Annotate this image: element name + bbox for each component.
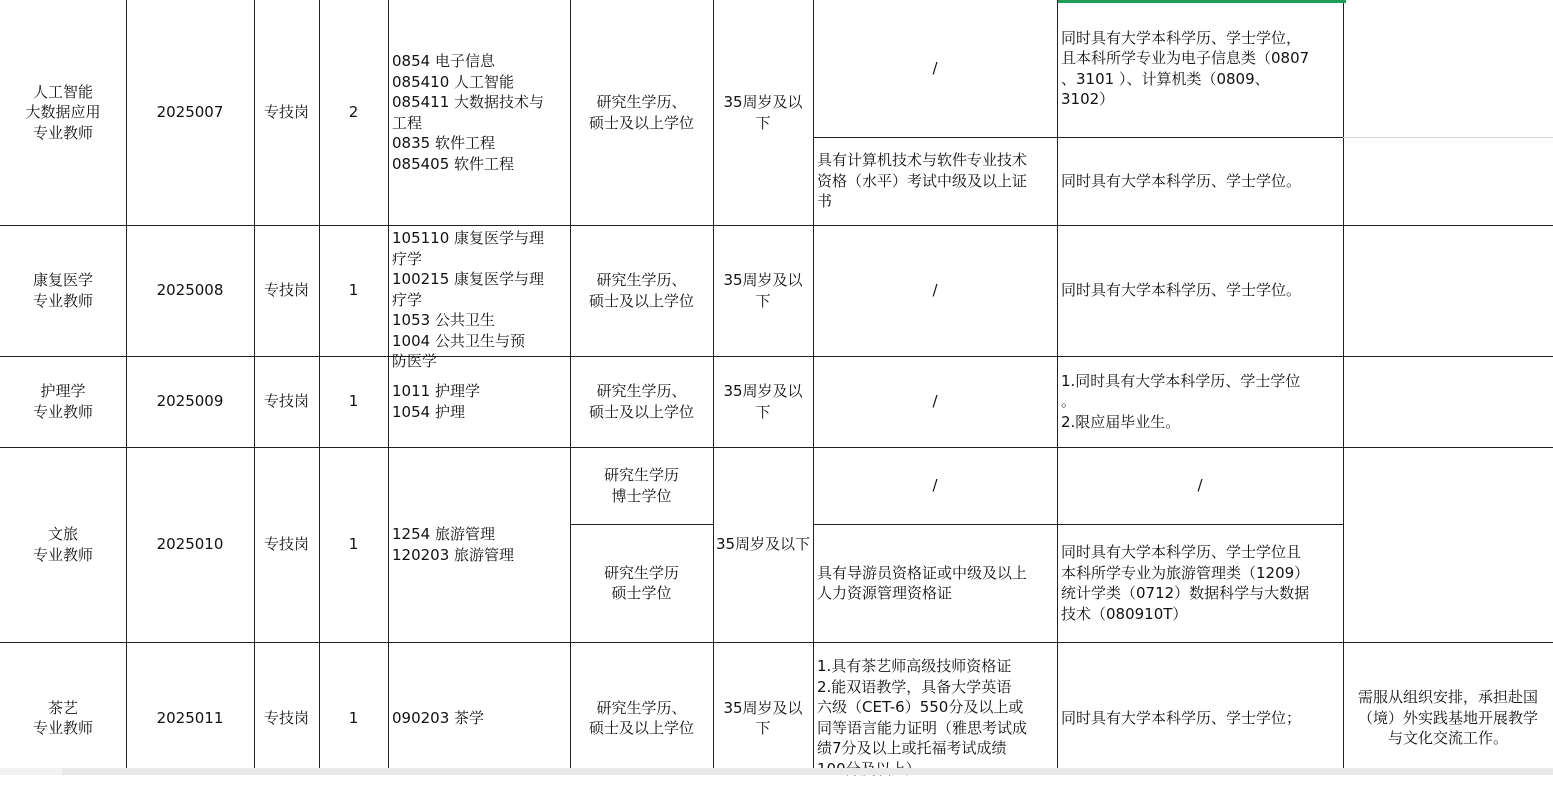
cell-other-requirements[interactable]: 同时具有大学本科学历、学士学位。 xyxy=(1061,281,1302,300)
cell-code[interactable]: 2025011 xyxy=(156,708,224,727)
cell-certificate[interactable]: 具有导游员资格证或中级及以上 人力资源管理资格证 xyxy=(817,563,1028,602)
cell-education[interactable]: 研究生学历、 硕士及以上学位 xyxy=(588,93,694,132)
cell-majors[interactable]: 090203 茶学 xyxy=(392,708,485,727)
cell-code[interactable]: 2025010 xyxy=(156,535,224,554)
cell-certificate[interactable]: / xyxy=(932,281,938,300)
cell-other-requirements[interactable]: 同时具有大学本科学历、学士学位； xyxy=(1061,708,1302,727)
cell-remark[interactable] xyxy=(1343,447,1553,642)
sheet-corner xyxy=(0,768,62,775)
cell-position[interactable]: 茶艺 专业教师 xyxy=(32,698,93,737)
cell-education[interactable]: 研究生学历 博士学位 xyxy=(603,466,679,505)
cell-majors[interactable]: 105110 康复医学与理 疗学 100215 康复医学与理 疗学 1053 公共卫生 1004 公共卫生与预 防医学 xyxy=(392,229,545,370)
cell-post-type[interactable]: 专技岗 xyxy=(263,392,309,411)
cell-position[interactable]: 护理学 专业教师 xyxy=(32,382,93,421)
cell-certificate[interactable]: 具有计算机技术与软件专业技术 资格（水平）考试中级及以上证 书 xyxy=(817,151,1028,211)
cell-count[interactable]: 1 xyxy=(348,708,359,727)
cell-other-requirements[interactable]: 同时具有大学本科学历、学士学位， 且本科所学专业为电子信息类（0807 、3101 ）、计算机类（0809、 3102） xyxy=(1061,28,1310,108)
cell-age[interactable]: 35周岁及以下 xyxy=(715,535,811,554)
cell-other-requirements[interactable]: 1.同时具有大学本科学历、学士学位 。 2.限应届毕业生。 xyxy=(1061,371,1301,431)
cell-age[interactable]: 35周岁及以 下 xyxy=(723,382,803,421)
cell-majors[interactable]: 1254 旅游管理 120203 旅游管理 xyxy=(392,525,515,564)
cell-count[interactable]: 1 xyxy=(348,392,359,411)
cell-other-requirements[interactable]: 同时具有大学本科学历、学士学位。 xyxy=(1061,171,1302,190)
cell-other-requirements[interactable]: / xyxy=(1197,476,1203,495)
cell-post-type[interactable]: 专技岗 xyxy=(263,535,309,554)
cell-certificate[interactable]: 1.具有茶艺师高级技师资格证 2.能双语教学，具备大学英语 六级（CET-6）550分及以上或 同等语言能力证明（雅思考试成 绩7分及以上或托福考试成绩 xyxy=(817,657,1028,757)
cell-position[interactable]: 康复医学 专业教师 xyxy=(32,271,93,310)
cell-count[interactable]: 1 xyxy=(348,535,359,554)
horizontal-scrollbar[interactable] xyxy=(62,768,1553,775)
cell-remark[interactable] xyxy=(1343,0,1553,225)
cell-remark[interactable] xyxy=(1343,225,1553,356)
cell-code[interactable]: 2025009 xyxy=(156,392,224,411)
cell-remark[interactable]: 需服从组织安排，承担赴国 （境）外实践基地开展教学 与文化交流工作。 xyxy=(1357,688,1538,748)
cell-majors[interactable]: 1011 护理学 1054 护理 xyxy=(392,382,480,421)
cell-post-type[interactable]: 专技岗 xyxy=(263,708,309,727)
cell-age[interactable]: 35周岁及以 下 xyxy=(723,271,803,310)
cell-post-type[interactable]: 专技岗 xyxy=(263,281,309,300)
cell-post-type[interactable]: 专技岗 xyxy=(263,103,309,122)
cell-certificate[interactable]: / xyxy=(932,392,938,411)
cell-code[interactable]: 2025007 xyxy=(156,103,224,122)
cell-education[interactable]: 研究生学历、 硕士及以上学位 xyxy=(588,271,694,310)
cell-count[interactable]: 2 xyxy=(348,103,359,122)
cell-other-requirements[interactable]: 同时具有大学本科学历、学士学位且 本科所学专业为旅游管理类（1209） 统计学类（0712）数据科学与大数据 技术（080910T） xyxy=(1061,543,1310,623)
cell-count[interactable]: 1 xyxy=(348,281,359,300)
cell-position[interactable]: 人工智能 大数据应用 专业教师 xyxy=(25,82,101,142)
cell-remark[interactable] xyxy=(1343,356,1553,447)
cell-age[interactable]: 35周岁及以 下 xyxy=(723,93,803,132)
cell-majors[interactable]: 0854 电子信息 085410 人工智能 085411 大数据技术与 工程 0835 软件工程 085405 软件工程 xyxy=(392,52,545,173)
cell-education[interactable]: 研究生学历 硕士学位 xyxy=(603,563,679,602)
cell-education[interactable]: 研究生学历、 硕士及以上学位 xyxy=(588,698,694,737)
cell-code[interactable]: 2025008 xyxy=(156,281,224,300)
cell-education[interactable]: 研究生学历、 硕士及以上学位 xyxy=(588,382,694,421)
cell-age[interactable]: 35周岁及以 下 xyxy=(723,698,803,737)
cell-certificate[interactable]: / xyxy=(932,476,938,495)
cell-certificate[interactable]: / xyxy=(932,59,938,78)
cell-position[interactable]: 文旅 专业教师 xyxy=(32,525,93,564)
